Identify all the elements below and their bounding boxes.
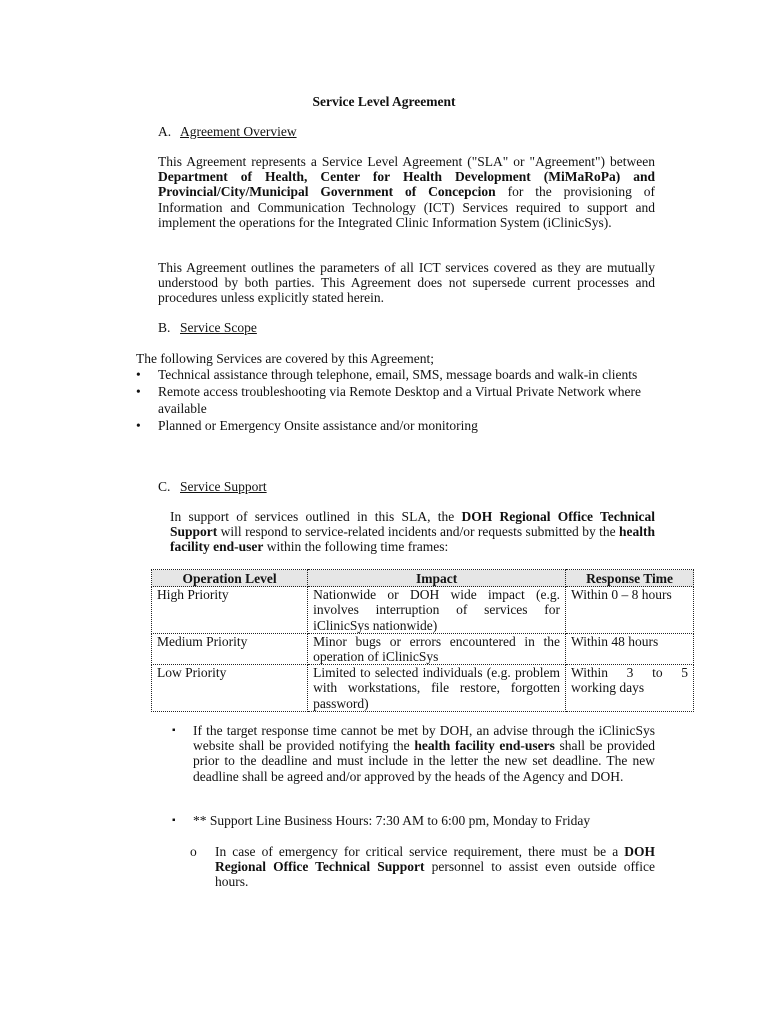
note-team: DOH Regional Office Technical Support	[215, 844, 655, 875]
section-a-heading	[158, 124, 297, 140]
bullet-icon: •	[136, 418, 141, 433]
scope-item-text: Planned or Emergency Onsite assistance and/or monitoring	[158, 418, 478, 433]
response-time-table	[151, 569, 694, 712]
section-c-heading	[158, 479, 267, 495]
overview-paragraph-1	[158, 154, 655, 230]
support-intro-team: DOH Regional Office Technical Support	[170, 509, 656, 540]
note-body: ** Support Line Business Hours: 7:30 AM to 6:00 pm, Monday to Friday	[193, 813, 591, 828]
support-intro-enduser: health facility end-user	[170, 524, 655, 555]
section-a-label: Agreement Overview	[180, 124, 297, 139]
header-impact: Impact	[308, 570, 566, 587]
section-b-letter: B.	[158, 320, 171, 335]
circle-bullet-icon: o	[190, 844, 197, 859]
note-business-hours	[174, 813, 655, 828]
header-response-time: Response Time	[566, 570, 694, 587]
support-intro-text-end: within the following time frames:	[263, 539, 449, 555]
scope-list	[136, 366, 666, 434]
note-emergency	[190, 844, 655, 890]
document-title: Service Level Agreement	[312, 94, 456, 109]
cell-impact: Minor bugs or errors encountered in the operation of iClinicSys	[308, 633, 566, 664]
bullet-icon: •	[136, 367, 141, 382]
overview-p1-text-end: for the provisioning of Information and Communication Technology (ICT) Services required to support and implement the operations for the Integrated Clinic Information System (iClinicSys).	[158, 184, 656, 230]
cell-level: Low Priority	[152, 665, 308, 712]
overview-p1-text: This Agreement represents a Service Level Agreement ("SLA" or "Agreement") between	[158, 154, 655, 169]
note-text-end: shall be provided prior to the deadline and must include in the letter the new set deadline. The new deadline shall be agreed and/or approved by the heads of the Agency and DOH.	[193, 738, 655, 784]
section-c-label: Service Support	[180, 479, 267, 494]
overview-p1-parties: Department of Health, Center for Health Development (MiMaRoPa) and Provincial/City/Municipal Government of Concepcion	[158, 169, 655, 200]
cell-level: High Priority	[152, 587, 308, 634]
cell-impact: Nationwide or DOH wide impact (e.g. involves interruption of services for iClinicSys nationwide)	[308, 587, 566, 634]
cell-level: Medium Priority	[152, 633, 308, 664]
support-intro-text-mid: will respond to service-related incidents and/or requests submitted by the	[217, 524, 619, 540]
note-response-time	[174, 723, 655, 784]
list-item	[136, 417, 666, 434]
note-text-end: personnel to assist even outside office hours.	[215, 859, 656, 890]
section-a-letter: A.	[158, 124, 172, 139]
overview-paragraph-2: This Agreement outlines the parameters of all ICT services covered as they are mutually understood by both parties. This Agreement does not supersede current processes and procedures unless explicitly stated herein.	[158, 260, 655, 306]
cell-time: Within 48 hours	[566, 633, 694, 664]
section-c-letter: C.	[158, 479, 171, 494]
scope-item-text: Technical assistance through telephone, email, SMS, message boards and walk-in clients	[158, 367, 638, 382]
square-bullet-icon: ▪	[172, 725, 176, 736]
cell-impact: Limited to selected individuals (e.g. problem with workstations, file restore, forgotten password)	[308, 665, 566, 712]
note-text: In case of emergency for critical service requirement, there must be a	[215, 844, 625, 859]
table-row	[152, 587, 694, 634]
list-item	[136, 383, 666, 417]
scope-item-text: Remote access troubleshooting via Remote Desktop and a Virtual Private Network where available	[158, 384, 641, 416]
scope-intro: The following Services are covered by this Agreement;	[136, 351, 435, 366]
bullet-icon: •	[136, 384, 141, 399]
support-intro-text: In support of services outlined in this SLA, the	[170, 509, 462, 524]
table-row	[152, 633, 694, 664]
table-header-row	[152, 570, 694, 587]
note-body	[193, 723, 655, 784]
cell-time: Within 0 – 8 hours	[566, 587, 694, 634]
cell-time: Within 3 to 5 working days	[566, 665, 694, 712]
square-bullet-icon: ▪	[172, 815, 176, 826]
header-operation-level: Operation Level	[152, 570, 308, 587]
table-row	[152, 665, 694, 712]
note-enduser: health facility end-users	[414, 738, 555, 754]
list-item	[136, 366, 666, 383]
note-body	[215, 844, 655, 890]
section-b-heading	[158, 320, 257, 336]
support-intro	[170, 509, 655, 555]
section-b-label: Service Scope	[180, 320, 257, 335]
note-text: If the target response time cannot be met by DOH, an advise through the iClinicSys website shall be provided notifying the	[193, 723, 655, 754]
